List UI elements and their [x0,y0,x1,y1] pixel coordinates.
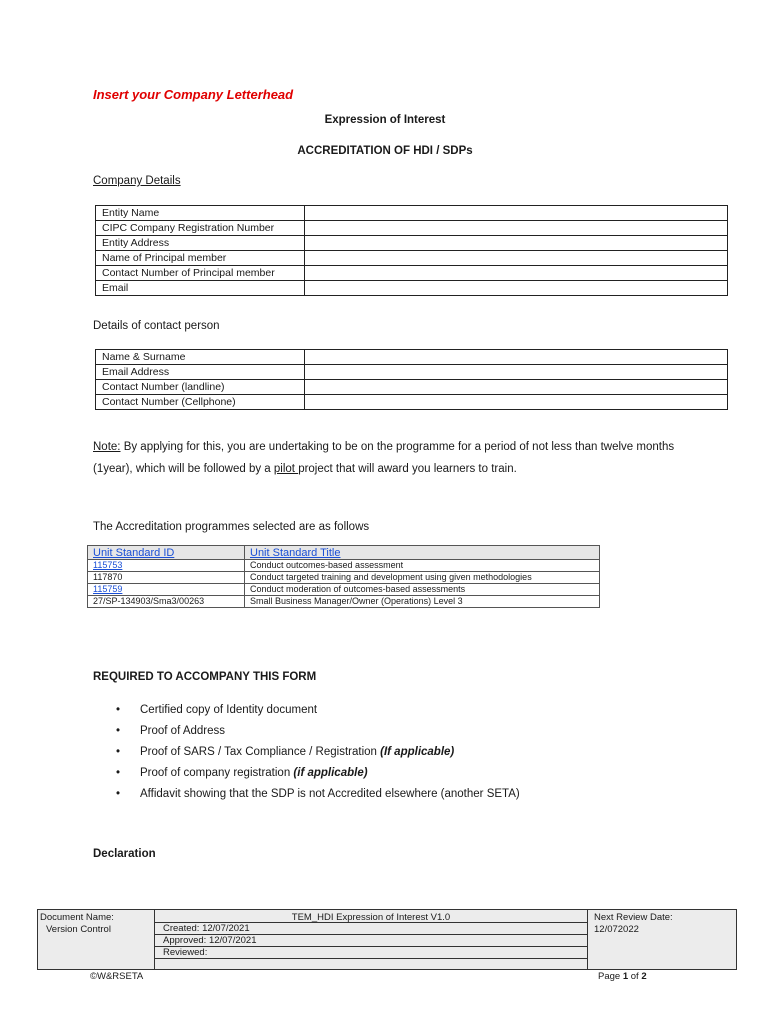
table-row [88,584,600,596]
company-details-table [95,205,728,296]
emphasis-text: (if applicable) [293,767,368,779]
note-pilot: pilot [273,463,299,475]
declaration-heading: Declaration [93,848,156,860]
table-row [96,221,728,236]
bullet-icon: • [116,788,121,800]
cellphone-field[interactable] [305,395,728,410]
reviewed-date: Reviewed: [163,947,208,958]
copyright-text: ©W&RSETA [90,971,144,982]
unit-standard-id [88,560,245,572]
bullet-icon: • [116,704,121,716]
list-item: • Affidavit showing that the SDP is not Accredited elsewhere (another SETA) [110,784,520,805]
bullet-icon: • [116,746,121,758]
document-subtitle: Expression of Interest [324,114,446,126]
unit-standard-link[interactable]: 115753 [93,560,123,570]
name-surname-field[interactable] [305,350,728,365]
landline-label: Contact Number (landline) [96,380,305,395]
document-control-footer [37,909,737,970]
document-name-value: TEM_HDI Expression of Interest V1.0 [291,912,451,923]
created-date: Created: 12/07/2021 [163,923,250,934]
document-name-label: Document Name: [40,912,114,923]
unit-standard-title: Conduct targeted training and development using given methodologies [245,572,600,584]
next-review-date: 12/072022 [594,924,639,935]
unit-standard-id [88,584,245,596]
list-item: • Certified copy of Identity document [110,700,520,721]
principal-member-field[interactable] [305,251,728,266]
cipc-registration-field[interactable] [305,221,728,236]
unit-standard-id-header: Unit Standard ID [88,546,245,560]
table-row [96,350,728,365]
contact-person-heading: Details of contact person [93,320,220,332]
next-review-label: Next Review Date: [594,912,673,923]
table-row [96,281,728,296]
principal-contact-label: Contact Number of Principal member [96,266,305,281]
list-item: • Proof of company registration (if applicable) [110,763,520,784]
table-row [96,380,728,395]
table-row [96,236,728,251]
entity-name-label: Entity Name [96,206,305,221]
footer-details-column [155,910,588,969]
table-row [88,596,600,608]
table-row [96,251,728,266]
table-row [96,395,728,410]
programme-note [93,436,693,480]
landline-field[interactable] [305,380,728,395]
list-item: • Proof of Address [110,721,520,742]
entity-address-label: Entity Address [96,236,305,251]
unit-standard-id: 27/SP-134903/Sma3/00263 [88,596,245,608]
name-surname-label: Name & Surname [96,350,305,365]
email-field[interactable] [305,281,728,296]
unit-standards-table [87,545,600,608]
programmes-intro: The Accreditation programmes selected are as follows [93,521,370,533]
table-row [88,560,600,572]
table-row [88,572,600,584]
footer-review-column [588,910,736,969]
note-label: Note: [93,441,121,453]
table-row [96,365,728,380]
table-row [96,266,728,281]
footer-labels-column [38,910,155,969]
bullet-icon: • [116,767,121,779]
company-details-heading: Company Details [93,175,181,187]
email-address-field[interactable] [305,365,728,380]
unit-standard-title: Conduct moderation of outcomes-based assessments [245,584,600,596]
principal-member-label: Name of Principal member [96,251,305,266]
required-documents-list [110,700,520,805]
table-header-row [88,546,600,560]
unit-standard-link[interactable]: 115759 [93,584,123,594]
letterhead-placeholder: Insert your Company Letterhead [93,87,294,102]
bullet-icon: • [116,725,121,737]
entity-address-field[interactable] [305,236,728,251]
version-control-label: Version Control [46,924,111,935]
cipc-registration-label: CIPC Company Registration Number [96,221,305,236]
required-heading: REQUIRED TO ACCOMPANY THIS FORM [93,671,317,683]
document-title: ACCREDITATION OF HDI / SDPs [297,145,473,157]
email-address-label: Email Address [96,365,305,380]
emphasis-text: (If applicable) [380,746,455,758]
unit-standard-title: Small Business Manager/Owner (Operations) Level 3 [245,596,600,608]
note-text-end: project that will award you learners to train. [298,463,517,475]
cellphone-label: Contact Number (Cellphone) [96,395,305,410]
unit-standard-title-header: Unit Standard Title [245,546,600,560]
unit-standard-id: 117870 [88,572,245,584]
note-text: By applying for this, you are undertaking to be on the programme for a period of not less than twelve months (1year), which will be followed by a [93,441,675,475]
page-number: Page 1 of 2 [598,971,647,982]
contact-person-table [95,349,728,410]
list-item: • Proof of SARS / Tax Compliance / Registration (If applicable) [110,742,520,763]
approved-date: Approved: 12/07/2021 [163,935,257,946]
entity-name-field[interactable] [305,206,728,221]
table-row [96,206,728,221]
unit-standard-title: Conduct outcomes-based assessment [245,560,600,572]
email-label: Email [96,281,305,296]
principal-contact-field[interactable] [305,266,728,281]
